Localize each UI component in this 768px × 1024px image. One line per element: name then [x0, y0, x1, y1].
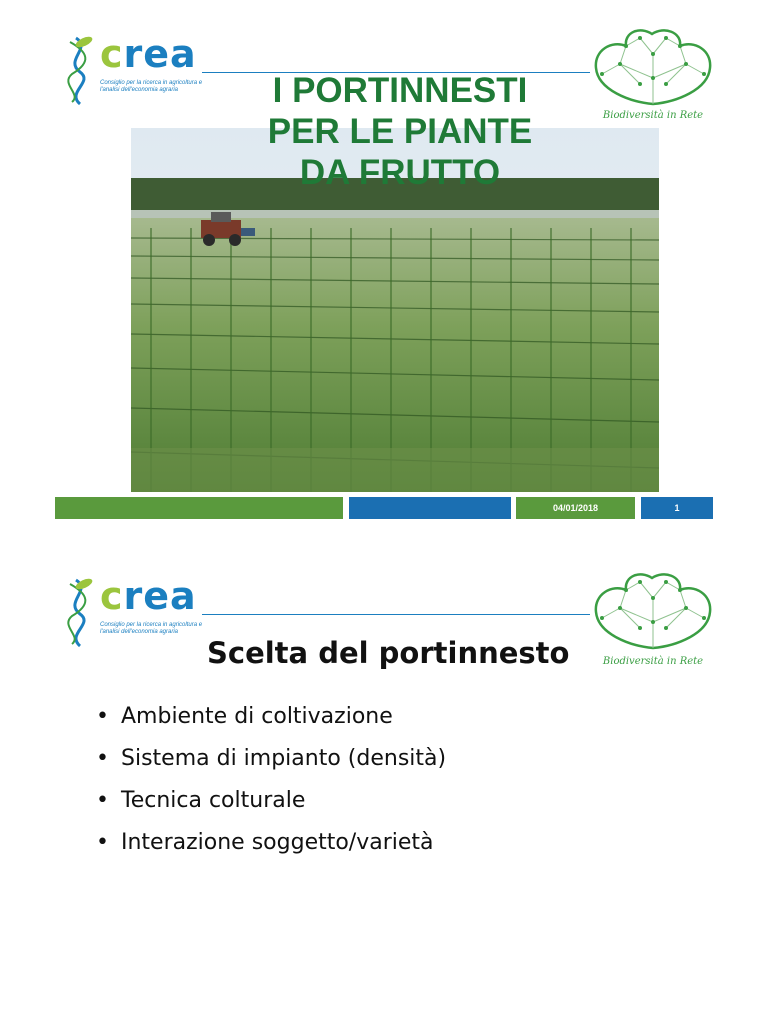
list-item: [96, 746, 446, 788]
dna-helix-icon: [62, 576, 102, 648]
bullet-text: Sistema di impianto (densità): [121, 746, 447, 771]
biodiversity-logo: [590, 24, 716, 124]
dna-helix-icon: [62, 34, 102, 106]
crea-logo: [62, 34, 202, 106]
slide-2: [0, 560, 768, 1024]
crea-wordmark: crea: [100, 32, 197, 76]
footer-bar-blue: [349, 497, 511, 519]
cover-title-line: DA FRUTTO: [299, 153, 501, 192]
bullet-text: Ambiente di coltivazione: [121, 704, 393, 729]
cover-title-line: PER LE PIANTE: [267, 112, 533, 151]
header-rule: [202, 614, 590, 615]
footer-bar-green: [55, 497, 343, 519]
bullet-icon: •: [96, 788, 109, 813]
bullet-text: Tecnica colturale: [121, 788, 306, 813]
biodiversity-caption: Biodiversità in Rete: [602, 656, 704, 667]
list-item: [96, 788, 446, 830]
biodiversity-caption: Biodiversità in Rete: [602, 110, 704, 121]
bullet-icon: •: [96, 704, 109, 729]
slide-title: Scelta del portinnesto: [207, 636, 570, 670]
crea-subtitle: Consiglio per la ricerca in agricoltura e l'analisi dell'economia agraria: [100, 80, 203, 93]
cover-title-line: I PORTINNESTI: [272, 71, 528, 110]
list-item: [96, 830, 446, 872]
crea-logo: [62, 576, 202, 648]
crea-wordmark: crea: [100, 574, 197, 618]
footer-date: 04/01/2018: [516, 497, 635, 519]
bullet-list: [96, 704, 446, 872]
bullet-text: Interazione soggetto/varietà: [121, 830, 434, 855]
leaf-network-icon: [590, 568, 716, 654]
bullet-icon: •: [96, 746, 109, 771]
bullet-icon: •: [96, 830, 109, 855]
biodiversity-logo: [590, 568, 716, 668]
list-item: [96, 704, 446, 746]
cover-title: [215, 70, 585, 193]
leaf-network-icon: [590, 24, 716, 110]
footer-page-number: 1: [641, 497, 713, 519]
crea-subtitle: Consiglio per la ricerca in agricoltura e l'analisi dell'economia agraria: [100, 622, 203, 635]
